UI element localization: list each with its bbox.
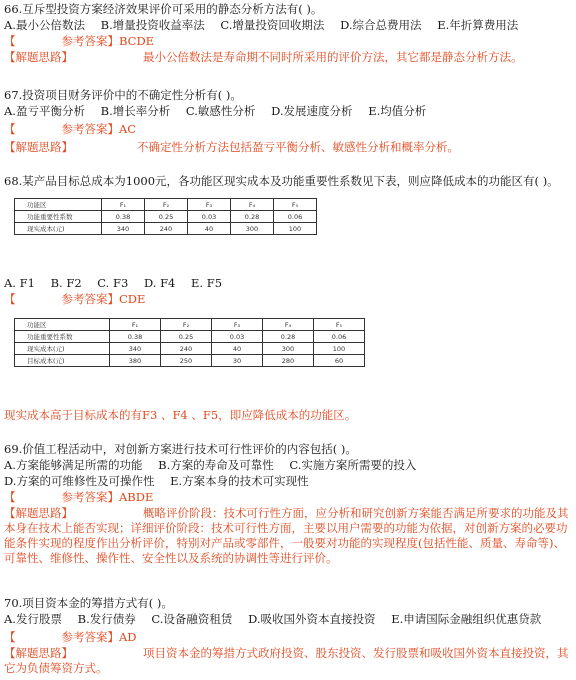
q67-option-b: B.增长率分析 xyxy=(100,104,171,118)
table-cell: 340 xyxy=(110,343,161,355)
q70-answer: 【 参考答案】AD xyxy=(4,630,137,644)
table-cell: 100 xyxy=(314,343,365,355)
q67-stem: 67.投资项目财务评价中的不确定性分析有( )。 xyxy=(4,88,242,102)
q67-answer-label: 参考答案 xyxy=(61,122,108,136)
q66-explanation xyxy=(4,50,523,64)
table-cell: 0.28 xyxy=(231,211,274,223)
table-cell: 240 xyxy=(145,223,188,235)
q66-stem: 66.互斥型投资方案经济效果评价可采用的静态分析方法有( )。 xyxy=(4,2,323,16)
table-cell: 现实成本(元) xyxy=(15,223,102,235)
table-row xyxy=(15,343,365,355)
table-cell: 40 xyxy=(188,223,231,235)
q68-answer-label: 参考答案 xyxy=(61,292,108,306)
q68-answer: 【 参考答案】CDE xyxy=(4,292,146,306)
table-cell: 0.25 xyxy=(161,331,212,343)
q68-option-a: A. F1 xyxy=(4,276,35,290)
q68-stem: 68.某产品目标总成本为1000元，各功能区现实成本及功能重要性系数见下表，则应降低成本的功能区有( )。 xyxy=(4,174,559,188)
table-header-cell: F₃ xyxy=(188,199,231,211)
table-cell: 340 xyxy=(102,223,145,235)
table-header-cell: F₃ xyxy=(212,319,263,331)
table-cell: 0.28 xyxy=(263,331,314,343)
q67-exp-text: 不确定性分析方法包括盈亏平衡分析、敏感性分析和概率分析。 xyxy=(137,140,459,154)
table-header-cell: F₄ xyxy=(231,199,274,211)
table-header-cell: F₅ xyxy=(314,319,365,331)
q69-explanation xyxy=(4,506,572,566)
q70-exp-text: 项目资本金的筹措方式政府投资、股东投资、发行股票和吸收国外资本直接投资，其它为负债筹资方式。 xyxy=(4,646,569,675)
q67-exp-label: 【解题思路】 xyxy=(4,140,73,154)
q70-explanation xyxy=(4,646,572,676)
table-cell: 40 xyxy=(212,343,263,355)
q67-explanation xyxy=(4,140,459,154)
q69-option-e: E.方案本身的技术可实现性 xyxy=(170,474,309,488)
q69-answer-value: ABDE xyxy=(119,490,154,504)
q67-option-a: A.盈亏平衡分析 xyxy=(4,104,85,118)
q68-option-e: E. F5 xyxy=(191,276,223,290)
table-header-cell: F₁ xyxy=(110,319,161,331)
q69-option-d: D.方案的可维修性及可操作性 xyxy=(4,474,155,488)
q70-option-d: D.吸收国外资本直接投资 xyxy=(248,612,376,626)
table-cell: 240 xyxy=(161,343,212,355)
q70-exp-label: 【解题思路】 xyxy=(4,646,73,660)
table-header-row xyxy=(15,199,317,211)
table-cell: 380 xyxy=(110,355,161,367)
q69-exp-label: 【解题思路】 xyxy=(4,506,73,520)
q66-answer-value: BCDE xyxy=(119,34,155,48)
q70-options xyxy=(4,612,553,626)
q66-option-e: E.年折算费用法 xyxy=(437,18,519,32)
q67-options xyxy=(4,104,438,118)
q68-table-1 xyxy=(14,198,317,235)
q66-answer: 【 参考答案】BCDE xyxy=(4,34,155,48)
table-cell: 300 xyxy=(263,343,314,355)
table-cell: 250 xyxy=(161,355,212,367)
q70-answer-label: 参考答案 xyxy=(61,630,108,644)
table-header-cell: 功能区 xyxy=(15,319,110,331)
table-cell: 0.38 xyxy=(102,211,145,223)
q66-option-a: A.最小公倍数法 xyxy=(4,18,85,32)
table-cell: 30 xyxy=(212,355,263,367)
q69-exp-text: 概略评价阶段：技术可行性方面，应分析和研究创新方案能否满足所要求的功能及其本身在技术上能否实现；详细评价阶段：技术可行性方面，主要以用户需要的功能为依据，对创新方案的必要功能条件实现的程度作出分析评价，特别对产品或零部件，一般要对功能的实现程度(包括性能、质量、寿命等)、可靠性、维修性、操作性、安全性以及系统的协调性等进行评价。 xyxy=(4,506,569,565)
table-cell: 0.38 xyxy=(110,331,161,343)
q69-stem: 69.价值工程活动中，对创新方案进行技术可行性评价的内容包括( )。 xyxy=(4,442,357,456)
q68-option-c: C. F3 xyxy=(97,276,129,290)
q69-answer: 【 参考答案】ABDE xyxy=(4,490,154,504)
q70-option-c: C.设备融资租赁 xyxy=(151,612,233,626)
q66-exp-label: 【解题思路】 xyxy=(4,50,73,64)
q67-option-c: C.敏感性分析 xyxy=(185,104,256,118)
q67-answer: 【 参考答案】AC xyxy=(4,122,137,136)
table-cell: 280 xyxy=(263,355,314,367)
table-header-cell: F₅ xyxy=(274,199,317,211)
table-header-cell: F₁ xyxy=(102,199,145,211)
table-cell: 100 xyxy=(274,223,317,235)
q70-option-b: B.发行债券 xyxy=(77,612,136,626)
q67-option-d: D.发展速度分析 xyxy=(271,104,353,118)
table-header-row xyxy=(15,319,365,331)
table-header-cell: F₄ xyxy=(263,319,314,331)
q70-option-a: A.发行股票 xyxy=(4,612,62,626)
table-row xyxy=(15,355,365,367)
q66-exp-text: 最小公倍数法是寿命期不同时所采用的评价方法，其它都是静态分析方法。 xyxy=(143,50,523,64)
table-cell: 功能重要性系数 xyxy=(15,331,110,343)
q67-answer-value: AC xyxy=(119,122,137,136)
q69-answer-label: 参考答案 xyxy=(61,490,108,504)
table-cell: 目标成本(元) xyxy=(15,355,110,367)
table-cell: 0.25 xyxy=(145,211,188,223)
q66-answer-label: 参考答案 xyxy=(61,34,108,48)
table-cell: 0.03 xyxy=(188,211,231,223)
q68-answer-value: CDE xyxy=(119,292,146,306)
table-cell: 300 xyxy=(231,223,274,235)
table-cell: 现实成本(元) xyxy=(15,343,110,355)
table-header-cell: F₂ xyxy=(161,319,212,331)
q69-options-row-1 xyxy=(4,458,428,472)
q70-answer-value: AD xyxy=(119,630,137,644)
q66-options xyxy=(4,18,530,32)
q66-option-b: B.增量投资收益率法 xyxy=(100,18,205,32)
q66-option-c: C.增量投资回收期法 xyxy=(220,18,325,32)
q68-table-2 xyxy=(14,318,365,367)
table-row xyxy=(15,211,317,223)
table-cell: 0.06 xyxy=(274,211,317,223)
table-cell: 0.06 xyxy=(314,331,365,343)
table-row xyxy=(15,223,317,235)
q68-note: 现实成本高于目标成本的有F3 、F4 、F5，即应降低成本的功能区。 xyxy=(4,408,357,422)
q69-option-c: C.实施方案所需要的投入 xyxy=(289,458,417,472)
q70-option-e: E.申请国际金融组织优惠贷款 xyxy=(391,612,542,626)
q68-option-b: B. F2 xyxy=(50,276,82,290)
table-cell: 60 xyxy=(314,355,365,367)
table-cell: 功能重要性系数 xyxy=(15,211,102,223)
q70-stem: 70.项目资本金的筹措方式有( )。 xyxy=(4,596,173,610)
table-row xyxy=(15,331,365,343)
q69-option-b: B.方案的寿命及可靠性 xyxy=(158,458,274,472)
table-header-cell: 功能区 xyxy=(15,199,102,211)
q69-option-a: A.方案能够满足所需的功能 xyxy=(4,458,143,472)
table-header-cell: F₂ xyxy=(145,199,188,211)
q68-options xyxy=(4,276,234,290)
q68-option-d: D. F4 xyxy=(143,276,176,290)
q69-options-row-2 xyxy=(4,474,321,488)
q67-option-e: E.均值分析 xyxy=(368,104,427,118)
table-cell: 0.03 xyxy=(212,331,263,343)
q66-option-d: D.综合总费用法 xyxy=(340,18,422,32)
